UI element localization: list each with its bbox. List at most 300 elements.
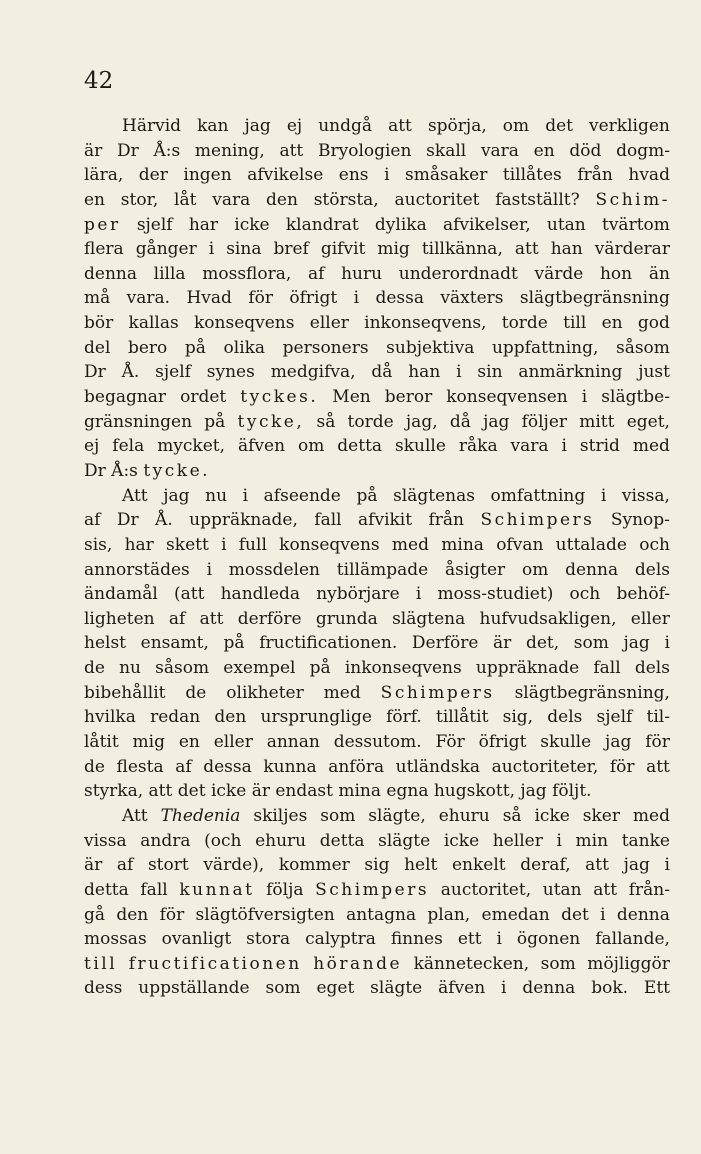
word: omfattning — [490, 485, 586, 506]
word: heller — [492, 830, 543, 851]
text-line — [84, 903, 670, 928]
word: Synop- — [610, 510, 670, 531]
word: att — [148, 781, 173, 802]
word: det — [561, 904, 589, 925]
word: fructificationen — [128, 953, 302, 974]
text-line — [84, 410, 670, 435]
word: mossdelen — [228, 559, 320, 580]
word: är — [493, 633, 512, 654]
word: ändamål — [84, 584, 158, 605]
word: att — [514, 239, 539, 260]
word: för — [645, 732, 670, 753]
word: jag, — [405, 411, 438, 432]
word: den — [116, 904, 149, 925]
word: emedan — [481, 904, 550, 925]
word: ofvan — [496, 534, 544, 555]
word: bero — [127, 337, 168, 358]
word: Att — [122, 485, 148, 506]
word: huru — [341, 263, 383, 284]
word: uppräknade, — [189, 510, 298, 531]
word: har — [124, 534, 154, 555]
word: ensamt, — [140, 633, 209, 654]
text-line — [84, 705, 670, 730]
word: Derföre — [411, 633, 479, 654]
word: från- — [628, 879, 670, 900]
word: fall — [314, 510, 342, 531]
word: olikheter — [226, 682, 304, 703]
word: i — [415, 584, 422, 605]
word: utländska — [395, 756, 481, 777]
word: Dr — [84, 460, 106, 481]
word: slägtbegränsning, — [514, 682, 670, 703]
word: då — [371, 362, 393, 383]
word: detta — [337, 436, 383, 457]
word: utan — [542, 879, 582, 900]
word: till — [84, 953, 118, 974]
word: slägtöfversigten — [195, 904, 335, 925]
word: full — [238, 534, 267, 555]
word: slägte — [378, 830, 431, 851]
word: klandrat — [285, 214, 359, 235]
word: i — [664, 633, 670, 654]
word: jag — [623, 633, 650, 654]
word: mossas — [84, 929, 147, 950]
text-line — [84, 681, 670, 706]
word: tillämpade — [336, 559, 429, 580]
word: Härvid — [122, 116, 182, 136]
word: dess — [84, 978, 123, 999]
word: per — [84, 214, 121, 235]
word: derföre — [237, 608, 302, 629]
word: öfrigt — [478, 732, 527, 753]
word: hörande — [313, 953, 403, 974]
word: dessutom. — [333, 732, 422, 753]
word: god — [637, 313, 670, 334]
word: del — [84, 337, 111, 358]
text-line — [84, 311, 670, 336]
text-line — [84, 163, 670, 188]
word: flesta — [116, 756, 164, 777]
word: denna — [565, 559, 619, 580]
word: mycket, — [157, 436, 226, 457]
word: möjliggör — [587, 953, 670, 974]
word: tillkänna, — [421, 239, 503, 260]
word: fall — [140, 879, 168, 900]
text-line — [84, 878, 670, 903]
word: en — [601, 313, 623, 334]
word: konseqvens — [193, 313, 295, 334]
word: han — [550, 239, 583, 260]
word: slägte — [370, 978, 423, 999]
word: redan — [150, 707, 201, 728]
text-line — [84, 952, 670, 977]
word: slägtbe- — [601, 387, 670, 408]
word: af — [307, 263, 325, 284]
word: spörja, — [427, 116, 487, 136]
word: Dr — [116, 510, 139, 531]
word: uppräknade — [475, 658, 580, 679]
word: helt — [404, 855, 438, 876]
text-line — [84, 533, 670, 558]
word: nu — [205, 485, 228, 506]
word: till — [563, 313, 587, 334]
word: denna — [616, 904, 670, 925]
word: skulle — [540, 732, 592, 753]
word: sjelf — [136, 214, 173, 235]
word: beror — [384, 387, 433, 408]
word: utan — [546, 214, 586, 235]
word: han — [408, 362, 441, 383]
word: värderar — [594, 239, 670, 260]
word: i — [242, 485, 249, 506]
word: medgifva, — [270, 362, 356, 383]
word: vissa, — [621, 485, 670, 506]
word: på — [309, 658, 331, 679]
word: så — [316, 411, 336, 432]
word: torde — [501, 313, 548, 334]
word: då — [449, 411, 471, 432]
word: bok. — [591, 978, 629, 999]
word: kallas — [128, 313, 179, 334]
word: Att — [122, 805, 148, 826]
word: Å. — [121, 362, 140, 383]
word: Å. — [155, 510, 173, 531]
word: dels — [547, 707, 583, 728]
word: den — [266, 189, 298, 210]
word: fela — [112, 436, 145, 457]
word: hvilka — [84, 707, 136, 728]
word: fastställt? — [495, 189, 580, 210]
word: så — [502, 805, 522, 826]
text-line — [84, 188, 670, 213]
word: som — [265, 978, 301, 999]
word: råka — [458, 436, 498, 457]
word: afvikit — [358, 510, 413, 531]
word: ursprunglige — [260, 707, 372, 728]
word: att — [388, 116, 412, 136]
word: fructificationen. — [259, 633, 398, 654]
word: konseqvens — [279, 534, 380, 555]
word: fall — [593, 658, 621, 679]
word: ordet — [180, 387, 227, 408]
word: Hvad — [186, 288, 232, 309]
word: Bryologien — [317, 140, 412, 161]
word: Schimpers — [380, 682, 495, 703]
word: af — [168, 608, 186, 629]
word: för — [248, 288, 273, 309]
word: icke — [234, 214, 270, 235]
word: handleda — [220, 584, 301, 605]
word: uppfattning, — [491, 337, 599, 358]
word: sker — [582, 805, 620, 826]
word: mitt — [579, 411, 615, 432]
word: gå — [84, 904, 106, 925]
word: Dr — [116, 140, 139, 161]
word: på — [184, 337, 206, 358]
word: til- — [646, 707, 670, 728]
word: som — [573, 633, 609, 654]
word: på — [356, 485, 378, 506]
word: gånger — [135, 239, 197, 260]
word: mening, — [194, 140, 265, 161]
word: om — [297, 436, 325, 457]
text-line — [84, 631, 670, 656]
word: exempel — [223, 658, 296, 679]
text-line — [84, 755, 670, 780]
word: Å:s — [111, 460, 138, 481]
word: för — [609, 756, 635, 777]
word: inkonseqvens — [344, 658, 462, 679]
word: slägtenas — [393, 485, 475, 506]
text-line — [84, 139, 670, 164]
word: finnes — [390, 929, 443, 950]
word: låtit — [84, 732, 119, 753]
word: andra — [140, 830, 191, 851]
word: om — [521, 559, 549, 580]
word: skett — [166, 534, 209, 555]
word: i — [496, 929, 502, 950]
word: hon — [599, 263, 633, 284]
word: det — [177, 781, 206, 802]
word: deraf, — [520, 855, 571, 876]
word: plan, — [427, 904, 471, 925]
page-number: 42 — [84, 68, 114, 94]
word: eller — [213, 732, 253, 753]
word: ej — [286, 116, 303, 136]
word: i — [600, 904, 606, 925]
word: sig, — [502, 707, 534, 728]
word: subjektiva — [386, 337, 475, 358]
word: sjelf — [596, 707, 633, 728]
word: i — [664, 855, 670, 876]
word: Thedenia — [160, 805, 241, 826]
word: För — [435, 732, 465, 753]
word: som — [320, 805, 356, 826]
text-line — [84, 336, 670, 361]
word: kan — [197, 116, 229, 136]
text-line — [84, 286, 670, 311]
word: vara — [212, 189, 251, 210]
word: värde — [534, 263, 584, 284]
word: öfrigt — [289, 288, 338, 309]
word: fallande, — [595, 929, 670, 950]
word: tycke. — [143, 460, 211, 481]
text-line — [84, 484, 670, 509]
word: min — [575, 830, 609, 851]
word: för — [159, 904, 185, 925]
word: dogm- — [616, 140, 670, 161]
word: jag — [605, 732, 632, 753]
word: de — [84, 658, 105, 679]
word: dels — [634, 658, 670, 679]
word: calyptra — [305, 929, 376, 950]
word: dels — [634, 559, 670, 580]
word: låt — [174, 189, 197, 210]
word: i — [384, 165, 390, 186]
word: hufvudsakligen, — [479, 608, 617, 629]
text-line — [84, 582, 670, 607]
word: i — [206, 559, 212, 580]
word: konseqvensen — [446, 387, 568, 408]
word: tillåtit — [436, 707, 489, 728]
word: ehuru — [255, 830, 307, 851]
word: att — [585, 855, 609, 876]
word: strid — [579, 436, 620, 457]
word: endast — [275, 781, 333, 802]
word: uppställande — [138, 978, 250, 999]
word: gifvit — [320, 239, 366, 260]
text-line — [84, 779, 670, 804]
word: afvikelser, — [442, 214, 531, 235]
word: auctoritet, — [440, 879, 532, 900]
word: från — [577, 165, 613, 186]
word: det, — [525, 633, 560, 654]
word: afvikelse — [247, 165, 324, 186]
word: vara — [480, 140, 519, 161]
word: eller — [630, 608, 670, 629]
word: ens — [338, 165, 369, 186]
word: jag — [520, 781, 547, 802]
word: egna — [386, 781, 429, 802]
word: ögonen — [516, 929, 581, 950]
word: inkonseqvens, — [364, 313, 487, 334]
word: sig — [364, 855, 390, 876]
word: än — [648, 263, 670, 284]
word: i — [581, 387, 588, 408]
word: af — [116, 855, 134, 876]
word: må — [84, 288, 111, 309]
word: denna — [522, 978, 576, 999]
word: (och — [204, 830, 242, 851]
word: mina — [338, 781, 382, 802]
word: och — [639, 534, 670, 555]
word: annorstädes — [84, 559, 190, 580]
word: eget — [316, 978, 355, 999]
word: som — [540, 953, 576, 974]
body-text — [84, 114, 670, 1001]
word: på — [204, 411, 226, 432]
word: det — [545, 116, 573, 136]
text-line — [84, 829, 670, 854]
word: på — [223, 633, 245, 654]
word: stort — [147, 855, 189, 876]
word: att — [646, 756, 670, 777]
word: kunnat — [179, 879, 255, 900]
word: antagna — [346, 904, 417, 925]
word: med — [632, 436, 670, 457]
word: sis, — [84, 534, 113, 555]
word: sjelf — [155, 362, 191, 383]
word: bör — [84, 313, 114, 334]
text-line — [84, 237, 670, 262]
word: i — [600, 485, 607, 506]
word: stor, — [120, 189, 159, 210]
word: ovanligt — [161, 929, 232, 950]
word: ligheten — [84, 608, 155, 629]
word: har — [188, 214, 219, 235]
word: tanke — [621, 830, 670, 851]
word: om — [502, 116, 530, 136]
word: i — [208, 239, 215, 260]
word: värde), — [203, 855, 265, 876]
word: Men — [332, 387, 371, 408]
word: detta — [84, 879, 129, 900]
word: helst — [84, 633, 127, 654]
word: auctoriteter, — [491, 756, 599, 777]
word: ej — [84, 436, 100, 457]
word: en — [533, 140, 555, 161]
word: mig — [132, 732, 165, 753]
word: de — [185, 682, 207, 703]
word: hugskott, — [433, 781, 515, 802]
word: nybörjare — [316, 584, 400, 605]
text-line — [84, 508, 670, 533]
word: att — [279, 140, 304, 161]
word: i — [561, 436, 567, 457]
word: mossflora, — [202, 263, 292, 284]
word: sina — [226, 239, 262, 260]
word: mig — [377, 239, 410, 260]
word: död — [569, 140, 602, 161]
word: kunna — [263, 756, 317, 777]
word: följt. — [552, 781, 592, 802]
word: jag — [483, 411, 510, 432]
text-line — [84, 927, 670, 952]
text-line — [84, 262, 670, 287]
word: uttalade — [555, 534, 627, 555]
text-line — [84, 360, 670, 385]
word: att — [199, 608, 224, 629]
word: skall — [426, 140, 467, 161]
word: Å:s — [153, 140, 181, 161]
text-line — [84, 114, 670, 139]
word: i — [501, 978, 507, 999]
word: eget, — [626, 411, 670, 432]
word: denna — [84, 263, 137, 284]
text-line — [84, 730, 670, 755]
word: afseende — [263, 485, 341, 506]
word: slägtbegränsning — [519, 288, 670, 309]
word: tvärtom — [602, 214, 670, 235]
word: jag — [623, 855, 650, 876]
word: Schim- — [595, 189, 670, 210]
word: flera — [84, 239, 124, 260]
word: största, — [313, 189, 379, 210]
word: i — [221, 534, 227, 555]
word: med — [632, 805, 670, 826]
text-line — [84, 558, 670, 583]
word: den — [214, 707, 247, 728]
word: ett — [457, 929, 482, 950]
word: Ett — [643, 978, 670, 999]
word: verkligen — [589, 116, 670, 136]
word: följer — [521, 411, 568, 432]
word: ingen — [183, 165, 232, 186]
text-line — [84, 434, 670, 459]
word: behöf- — [616, 584, 670, 605]
word: med — [391, 534, 429, 555]
word: mina — [441, 534, 484, 555]
word: tillåtes — [502, 165, 562, 186]
word: styrka, — [84, 781, 144, 802]
word: tycke, — [237, 411, 305, 432]
word: vissa — [84, 830, 127, 851]
word: skiljes — [253, 805, 308, 826]
word: torde — [347, 411, 394, 432]
word: Dr — [84, 362, 106, 383]
text-line — [84, 607, 670, 632]
text-line — [84, 656, 670, 681]
